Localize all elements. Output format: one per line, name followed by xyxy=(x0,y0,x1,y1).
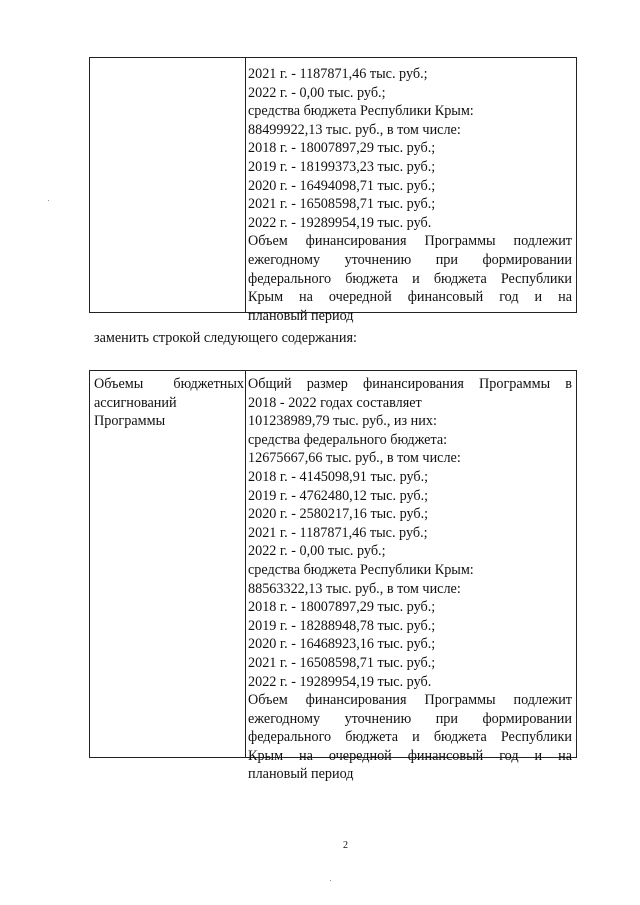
scan-speck xyxy=(48,200,49,201)
funding-line: 12675667,66 тыс. руб., в том числе: xyxy=(248,450,461,467)
funding-line: 2018 г. - 4145098,91 тыс. руб.; xyxy=(248,468,429,485)
funding-line: 2020 г. - 16494098,71 тыс. руб.; xyxy=(248,177,436,194)
row-label-cell xyxy=(94,375,244,431)
row-label-line: Объемы бюджетных xyxy=(94,376,244,392)
funding-line: 2021 г. - 1187871,46 тыс. руб.; xyxy=(248,524,428,541)
table-new-version xyxy=(89,370,577,783)
clarification-line: Объем финансирования Программы подлежит xyxy=(248,233,572,250)
funding-line: средства бюджета Республики Крым: xyxy=(248,103,474,120)
column-divider xyxy=(245,58,246,312)
funding-line: 2022 г. - 0,00 тыс. руб.; xyxy=(248,543,386,560)
row-label-line: Программы xyxy=(94,413,166,430)
page-number: 2 xyxy=(343,840,348,851)
clarification-line: Крым на очередной финансовый год и на xyxy=(248,289,572,306)
table-previous-version xyxy=(89,57,577,324)
funding-details-cell xyxy=(248,65,572,325)
funding-line: 2022 г. - 0,00 тыс. руб.; xyxy=(248,84,386,101)
clarification-line: федерального бюджета и бюджета Республики xyxy=(248,729,572,746)
funding-line: 2020 г. - 2580217,16 тыс. руб.; xyxy=(248,506,429,523)
funding-line: 2021 г. - 16508598,71 тыс. руб.; xyxy=(248,196,436,213)
funding-line: 101238989,79 тыс. руб., из них: xyxy=(248,413,437,430)
funding-line: 2018 г. - 18007897,29 тыс. руб.; xyxy=(248,140,436,157)
scan-speck xyxy=(330,880,331,881)
funding-line: 2018 - 2022 годах составляет xyxy=(248,394,422,411)
funding-line: 88563322,13 тыс. руб., в том числе: xyxy=(248,580,461,597)
funding-line: 2021 г. - 16508598,71 тыс. руб.; xyxy=(248,654,436,671)
row-label-line: ассигнований xyxy=(94,394,177,411)
clarification-line: плановый период xyxy=(248,766,354,783)
clarification-line: Объем финансирования Программы подлежит xyxy=(248,692,572,709)
funding-line: средства федерального бюджета: xyxy=(248,431,448,448)
funding-line: 88499922,13 тыс. руб., в том числе: xyxy=(248,121,461,138)
funding-line: 2019 г. - 18288948,78 тыс. руб.; xyxy=(248,617,436,634)
replace-instruction: заменить строкой следующего содержания: xyxy=(94,330,357,346)
funding-line: средства бюджета Республики Крым: xyxy=(248,561,474,578)
funding-line: 2022 г. - 19289954,19 тыс. руб. xyxy=(248,214,432,231)
funding-line: 2018 г. - 18007897,29 тыс. руб.; xyxy=(248,599,436,616)
funding-line: 2021 г. - 1187871,46 тыс. руб.; xyxy=(248,66,428,82)
clarification-line: федерального бюджета и бюджета Республики xyxy=(248,270,572,287)
funding-details-cell xyxy=(248,375,572,784)
clarification-line: ежегодному уточнению при формировании xyxy=(248,251,572,268)
funding-line: 2020 г. - 16468923,16 тыс. руб.; xyxy=(248,636,436,653)
funding-line: 2019 г. - 4762480,12 тыс. руб.; xyxy=(248,487,429,504)
funding-line: 2022 г. - 19289954,19 тыс. руб. xyxy=(248,673,432,690)
clarification-line: Крым на очередной финансовый год и на xyxy=(248,747,572,764)
funding-intro-line: Общий размер финансирования Программы в xyxy=(248,376,572,392)
clarification-line: ежегодному уточнению при формировании xyxy=(248,710,572,727)
funding-line: 2019 г. - 18199373,23 тыс. руб.; xyxy=(248,158,436,175)
column-divider xyxy=(245,371,246,757)
clarification-line: плановый период xyxy=(248,307,354,324)
